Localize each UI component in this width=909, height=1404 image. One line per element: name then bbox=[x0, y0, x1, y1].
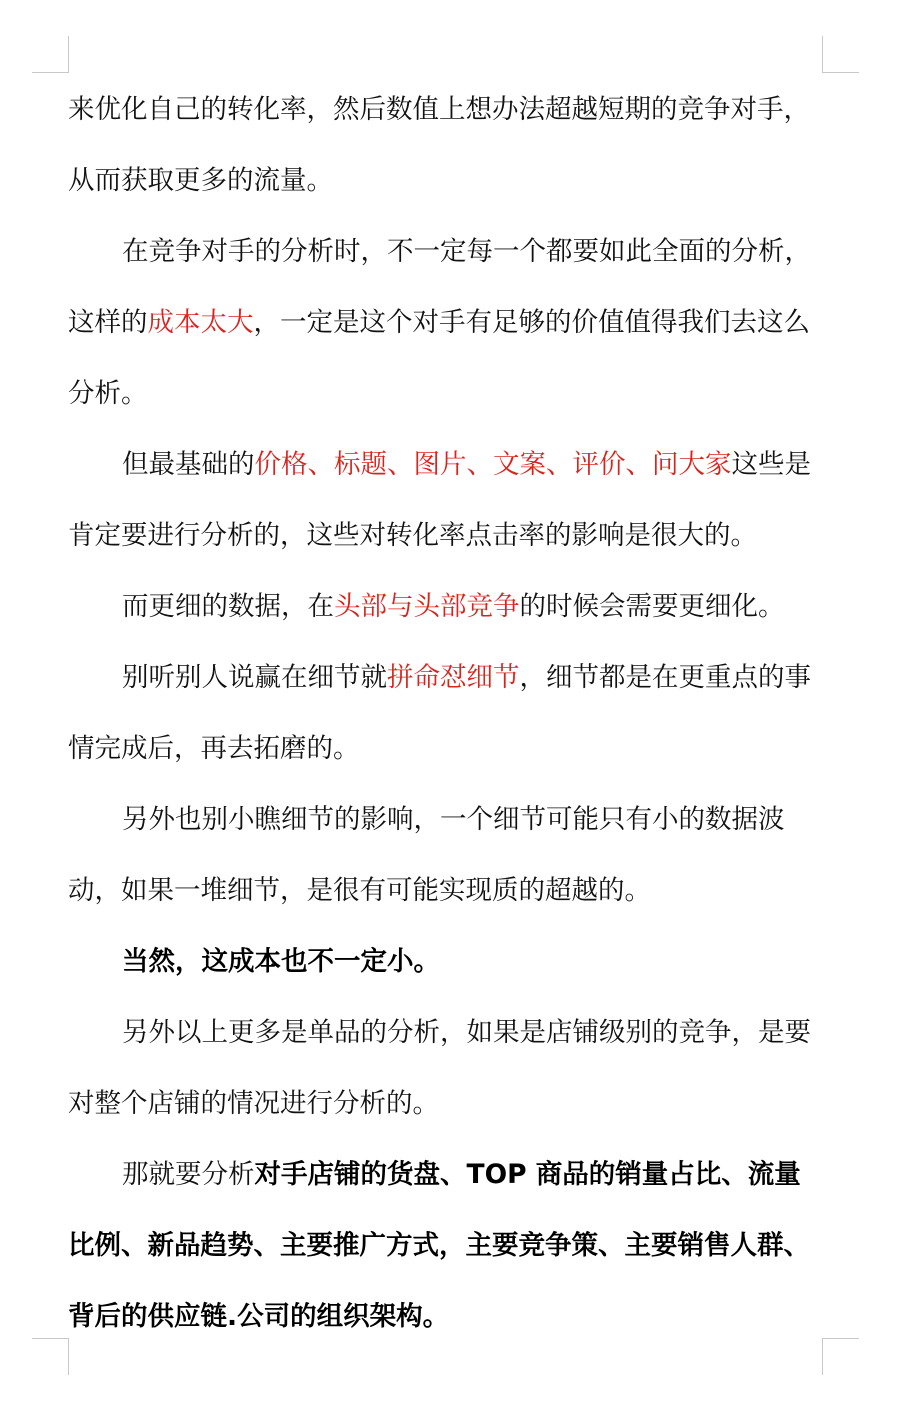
text-run: 在竞争对手的分析时，不一定每一个都要如此全面的分析，这样的 bbox=[68, 236, 811, 338]
document-body bbox=[68, 74, 824, 1352]
text-run: 那就要分析 bbox=[122, 1159, 255, 1190]
text-run: 而更细的数据，在 bbox=[122, 591, 334, 622]
paragraph-6 bbox=[68, 784, 824, 926]
bold-text: 当然，这成本也不一定小。 bbox=[122, 946, 440, 977]
text-run: 这些是肯定要进行分析的，这些对转化率点击率的影响是很大的。 bbox=[68, 449, 811, 551]
paragraph-3 bbox=[68, 429, 824, 571]
text-run: 来优化自己的转化率，然后数值上想办法超越短期的竞争对手，从而获取更多的流量。 bbox=[68, 94, 810, 196]
highlighted-text: 价格、标题、图片、文案、评价、问大家 bbox=[254, 449, 732, 480]
page-corner-mark-bottom-left bbox=[32, 1338, 69, 1375]
page-corner-mark-top-left bbox=[32, 36, 69, 73]
page-corner-mark-bottom-right bbox=[822, 1338, 859, 1375]
highlighted-text: 头部与头部竞争 bbox=[334, 591, 520, 622]
paragraph-1 bbox=[68, 74, 824, 216]
text-run: 别听别人说赢在细节就 bbox=[122, 662, 387, 693]
text-run: ，一定是这个对手有足够的价值值得我们去这么分析。 bbox=[68, 307, 810, 409]
bold-text: 对手店铺的货盘、TOP 商品的销量占比、流量比例、新品趋势、主要推广方式，主要竞争策、主要销售人群、背后的供应链.公司的组织架构。 bbox=[68, 1159, 810, 1332]
text-run: 另外也别小瞧细节的影响，一个细节可能只有小的数据波动，如果一堆细节，是很有可能实现质的超越的。 bbox=[68, 804, 785, 906]
paragraph-5 bbox=[68, 642, 824, 784]
paragraph-4 bbox=[68, 571, 824, 642]
highlighted-text: 成本太大 bbox=[147, 307, 254, 338]
text-run: ，细节都是在更重点的事情完成后，再去拓磨的。 bbox=[68, 662, 811, 764]
text-run: 的时候会需要更细化。 bbox=[519, 591, 785, 622]
paragraph-9 bbox=[68, 1139, 824, 1352]
highlighted-text: 拼命怼细节 bbox=[387, 662, 520, 693]
paragraph-7 bbox=[68, 926, 824, 997]
text-run: 另外以上更多是单品的分析，如果是店铺级别的竞争，是要对整个店铺的情况进行分析的。 bbox=[68, 1017, 811, 1119]
paragraph-8 bbox=[68, 997, 824, 1139]
page-corner-mark-top-right bbox=[822, 36, 859, 73]
text-run: 但最基础的 bbox=[122, 449, 255, 480]
paragraph-2 bbox=[68, 216, 824, 429]
